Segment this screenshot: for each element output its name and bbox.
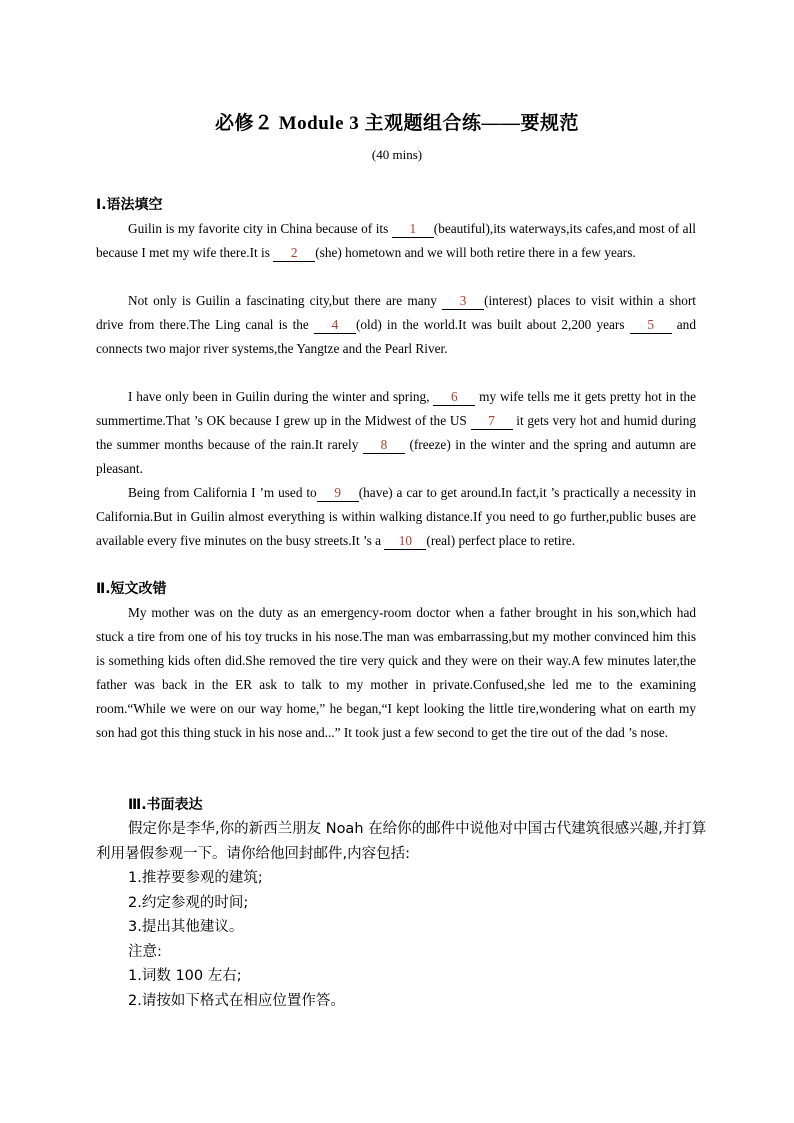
grammar-paragraph-1: Guilin is my favorite city in China because of its 1 (beautiful),its waterways,its cafes,and most of all because I met my wife there.It is 2 (she) hometown and we will both retire there in a few years. xyxy=(96,221,696,260)
list-item: 3.提出其他建议。 xyxy=(128,919,244,935)
writing-requirements xyxy=(128,866,345,1013)
blank-8: 8 xyxy=(363,437,405,454)
blank-5: 5 xyxy=(630,317,672,334)
note-label: 注意: xyxy=(128,943,162,960)
blank-9: 9 xyxy=(317,485,359,502)
blank-4: 4 xyxy=(314,317,356,334)
section-heading-grammar: Ⅰ.语法填空 xyxy=(96,197,163,213)
blank-6: 6 xyxy=(433,389,475,406)
list-item: 2.请按如下格式在相应位置作答。 xyxy=(128,992,345,1009)
error-correction-passage: My mother was on the duty as an emergency-room doctor when a father brought in his son,which had stuck a tire from one of his toy trucks in his nose.The man was embarrassing,but my mother convinced him this is something kids often did.She removed the tire very quick and they were on their way.A few minutes later,the father was back in the ER ask to talk to my mother in private.Confused,she led me to the examining room.“While we were on our way home,” he began,“I kept looking the little tire,wondering what on earth my son had got this thing stuck in his nose and...” It took just a few second to get the tire out of the dad ’s nose. xyxy=(96,605,696,740)
blank-10: 10 xyxy=(384,533,426,550)
list-item: 1.推荐要参观的建筑; xyxy=(128,870,263,886)
blank-7: 7 xyxy=(471,413,513,430)
section-heading-writing: Ⅲ.书面表达 xyxy=(128,797,203,813)
grammar-paragraph-2: Not only is Guilin a fascinating city,but there are many 3 (interest) places to visit within a short drive from there.The Ling canal is the 4 (old) in the world.It was built about 2,200 years 5 and connects two major river systems,the Yangtze and the Pearl River. xyxy=(96,293,696,356)
time-limit: (40 mins) xyxy=(371,147,423,162)
grammar-paragraph-4: Being from California I ’m used to 9 (have) a car to get around.In fact,it ’s practically a necessity in California.But in Guilin almost everything is within walking distance.If you need to go further,public buses are available every five minutes on the busy streets.It ’s a 10 (real) perfect place to retire. xyxy=(96,485,696,548)
grammar-paragraph-3: I have only been in Guilin during the winter and spring, 6 my wife tells me it gets pretty hot in the summertime.That ’s OK because I grew up in the Midwest of the US 7 it gets very hot and humid during the summer months because of the rain.It rarely 8 (freeze) in the winter and the spring and autumn are pleasant. xyxy=(96,389,696,476)
writing-prompt: 假定你是李华,你的新西兰朋友 Noah 在给你的邮件中说他对中国古代建筑很感兴趣,并打算利用暑假参观一下。请你给他回封邮件,内容包括: xyxy=(96,821,707,862)
list-item: 2.约定参观的时间; xyxy=(128,894,249,911)
section-heading-error-correction: Ⅱ.短文改错 xyxy=(96,581,167,597)
list-item: 1.词数 100 左右; xyxy=(128,968,242,984)
blank-2: 2 xyxy=(273,245,315,262)
page-title: 必修２ Module 3 主观题组合练——要规范 xyxy=(214,113,580,134)
blank-3: 3 xyxy=(442,293,484,310)
blank-1: 1 xyxy=(392,221,434,238)
